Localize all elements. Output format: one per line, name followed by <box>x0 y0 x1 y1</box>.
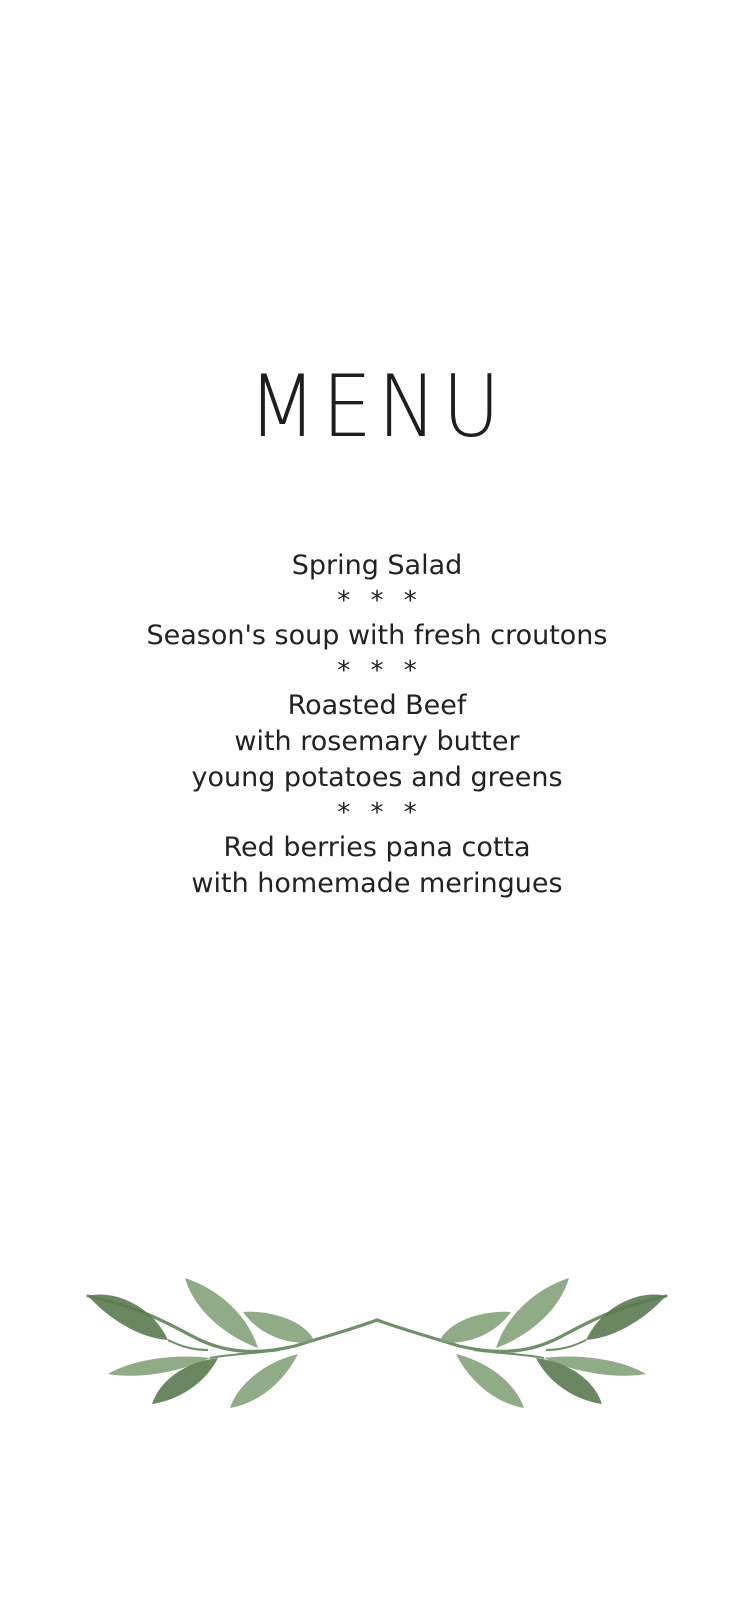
course-separator: * * * <box>337 656 423 686</box>
course-3-line-2: with rosemary butter <box>234 726 520 757</box>
course-2-line-1: Season's soup with fresh croutons <box>146 620 608 651</box>
course-3-line-3: young potatoes and greens <box>191 762 563 793</box>
left-olive-branch <box>88 1278 377 1408</box>
course-separator: * * * <box>337 586 423 616</box>
course-3-line-1: Roasted Beef <box>287 690 467 721</box>
olive-branch-icon <box>80 1258 674 1408</box>
course-1-line-1: Spring Salad <box>291 550 463 581</box>
course-4-line-2: with homemade meringues <box>191 868 563 899</box>
menu-title: MENU <box>248 357 506 457</box>
course-list <box>0 548 754 902</box>
right-olive-branch <box>377 1278 666 1408</box>
course-separator: * * * <box>337 798 423 828</box>
course-4-line-1: Red berries pana cotta <box>223 832 531 863</box>
